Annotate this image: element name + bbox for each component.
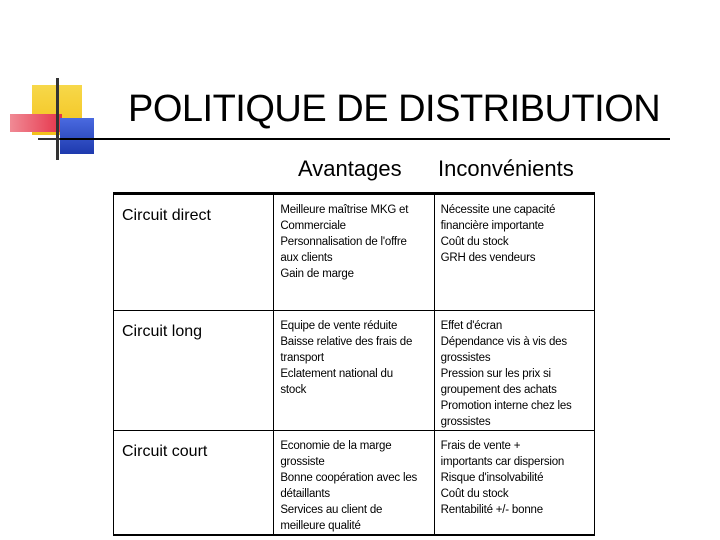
- cell-line: Baisse relative des frais de: [280, 336, 413, 348]
- cell-line: Personnalisation de l'offre: [280, 236, 407, 248]
- row-label: Circuit long: [114, 311, 274, 431]
- cell-inconvenients: [434, 431, 594, 536]
- cell-line: Coût du stock: [440, 488, 509, 500]
- cell-line: grossistes: [440, 416, 491, 428]
- decorative-logo: [0, 0, 110, 165]
- cell-line: stock: [280, 384, 307, 396]
- pink-bar: [10, 114, 62, 132]
- page-title: POLITIQUE DE DISTRIBUTION: [128, 88, 661, 130]
- cell-line: Commerciale: [280, 220, 346, 232]
- title-underline: [60, 138, 670, 140]
- cell-line: financière importante: [440, 220, 544, 232]
- cell-line: Nécessite une capacité: [440, 204, 556, 216]
- cell-line: grossistes: [440, 352, 491, 364]
- cell-line: transport: [280, 352, 324, 364]
- cell-line: Promotion interne chez les: [440, 400, 572, 412]
- cell-line: Services au client de: [280, 504, 383, 516]
- blue-square: [60, 118, 94, 154]
- cell-inconvenients: [434, 311, 594, 431]
- column-header-inconvenients: Inconvénients: [438, 156, 574, 181]
- cell-line: Pression sur les prix si: [440, 368, 551, 380]
- cell-line: Dépendance vis à vis des: [440, 336, 567, 348]
- cell-avantages: [274, 431, 434, 536]
- cell-inconvenients: [434, 194, 594, 311]
- cell-line: importants car dispersion: [440, 456, 565, 468]
- row-label: Circuit court: [114, 431, 274, 536]
- cell-line: meilleure qualité: [280, 520, 361, 532]
- column-header-avantages: Avantages: [298, 156, 402, 181]
- table-body: [114, 194, 595, 536]
- cell-line: Frais de vente +: [440, 440, 521, 452]
- table-row: [114, 194, 595, 311]
- cell-line: Rentabilité +/- bonne: [440, 504, 543, 516]
- cell-line: Equipe de vente réduite: [280, 320, 398, 332]
- cell-line: Eclatement national du: [280, 368, 393, 380]
- cell-line: GRH des vendeurs: [440, 252, 536, 264]
- cell-line: aux clients: [280, 252, 333, 264]
- cell-line: détaillants: [280, 488, 330, 500]
- cell-line: Bonne coopération avec les: [280, 472, 418, 484]
- comparison-table: [113, 192, 595, 536]
- cell-line: Risque d'insolvabilité: [440, 472, 544, 484]
- cell-line: groupement des achats: [440, 384, 557, 396]
- table-row: [114, 431, 595, 536]
- cell-line: grossiste: [280, 456, 325, 468]
- cell-line: Coût du stock: [440, 236, 509, 248]
- cell-avantages: [274, 311, 434, 431]
- cell-line: Economie de la marge: [280, 440, 392, 452]
- cell-line: Effet d'écran: [440, 320, 503, 332]
- vertical-line: [56, 78, 59, 160]
- cell-line: Gain de marge: [280, 268, 354, 280]
- cell-avantages: [274, 194, 434, 311]
- table-row: [114, 311, 595, 431]
- cell-line: Meilleure maîtrise MKG et: [280, 204, 409, 216]
- row-label: Circuit direct: [114, 194, 274, 311]
